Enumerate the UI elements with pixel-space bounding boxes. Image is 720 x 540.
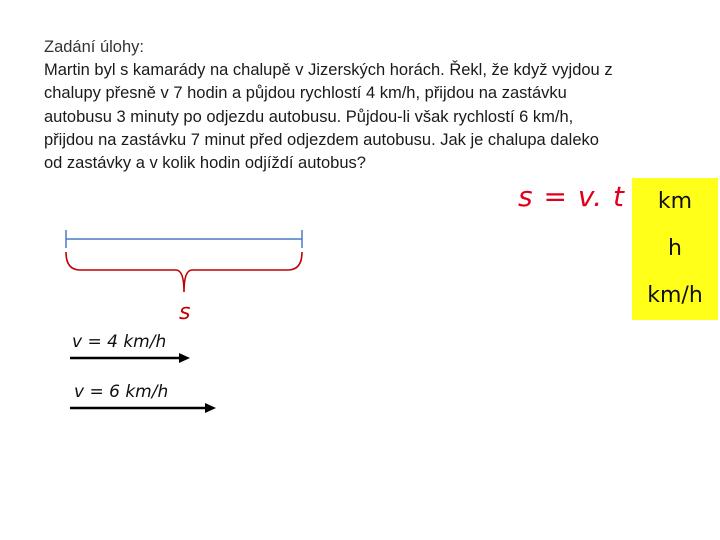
speed-fast-label: v = 6 km/h [74,382,169,402]
formula: s = v. t [518,180,625,213]
task-line: přijdou na zastávku 7 minut před odjezdem autobusu. Jak je chalupa daleko [44,130,599,149]
distance-segment [66,230,302,248]
unit-distance: km [657,188,693,214]
speed-slow-label: v = 4 km/h [72,332,167,352]
task-line: Martin byl s kamarády na chalupě v Jizerských horách. Řekl, že když vyjdou z [44,61,613,80]
unit-speed: km/h [647,283,703,309]
distance-brace [66,252,302,292]
arrow-slow [70,353,190,363]
task-line: od zastávky a v kolik hodin odjíždí autobus? [44,154,366,173]
task-heading: Zadání úlohy: [44,38,144,56]
unit-time: h [668,235,682,261]
task-line: chalupy přesně v 7 hodin a půjdou rychlostí 4 km/h, přijdou na zastávku [44,84,567,103]
arrow-fast [70,403,216,413]
task-line: autobusu 3 minuty po odjezdu autobusu. Půjdou-li však rychlostí 6 km/h, [44,107,574,126]
distance-label: s [179,300,191,325]
